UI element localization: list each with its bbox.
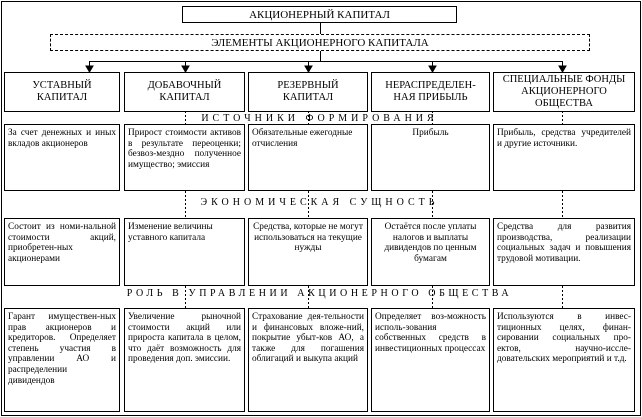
cell-sources-retained: Прибыль bbox=[371, 124, 490, 191]
column-head-special-funds bbox=[493, 72, 635, 112]
column-head-label: РЕЗЕРВНЫЙ КАПИТАЛ bbox=[277, 80, 339, 103]
cell-sources-additional: Прирост стоимости активов в результате переоценки; безвоз-мездно полученное имущество; эмиссия bbox=[124, 124, 245, 191]
cell-essence-charter: Состоит из номи-нальной стоимости акций, приобретен-ных акционерами bbox=[4, 218, 120, 286]
cell-essence-reserve: Средства, которые не могут использоваться на текущие нужды bbox=[248, 218, 368, 286]
column-head-retained bbox=[371, 72, 490, 112]
cell-sources-special-funds: Прибыль, средства учредителей и другие источники. bbox=[493, 124, 635, 191]
cell-role-reserve: Страхование дея-тельности и финансовых вложе-ний, покрытие убыт-ков АО, а также для погашения облигаций и выкупа акций bbox=[248, 308, 368, 412]
column-head-label: СПЕЦИАЛЬНЫЕ ФОНДЫ АКЦИОНЕРНОГО ОБЩЕСТВА bbox=[502, 74, 626, 109]
band-essence: ЭКОНОМИЧЕСКАЯ СУЩНОСТЬ bbox=[200, 197, 439, 208]
band-sources: ИСТОЧНИКИ ФОРМИРОВАНИЯ bbox=[201, 113, 438, 124]
elements-title-box bbox=[50, 34, 590, 51]
column-head-label: ДОБАВОЧНЫЙ КАПИТАЛ bbox=[147, 80, 222, 103]
elements-title: ЭЛЕМЕНТЫ АКЦИОНЕРНОГО КАПИТАЛА bbox=[211, 36, 429, 49]
cell-role-special-funds: Используются в инвес-тиционных целях, финан-сировании социальных про-ектов, научно-иссле-довательских мероприятий и т.д. bbox=[493, 308, 635, 412]
connector-elements bbox=[320, 51, 321, 61]
cell-role-additional: Увеличение рыночной стоимости акций или прироста капитала в целом, что даёт возможность для проведения доп. эмиссии. bbox=[124, 308, 245, 412]
cell-essence-additional: Изменение величины уставного капитала bbox=[124, 218, 245, 286]
top-title-box bbox=[182, 6, 457, 23]
column-head-reserve bbox=[248, 72, 368, 112]
column-head-additional bbox=[124, 72, 245, 112]
cell-essence-special-funds: Средства для развития производства, реализации социальных задач и повышения трудовой мотивации. bbox=[493, 218, 635, 286]
band-role: РОЛЬ В УПРАВЛЕНИИ АКЦИОНЕРНОГО ОБЩЕСТВА bbox=[126, 288, 513, 299]
column-head-label: НЕРАСПРЕДЕЛЕН-НАЯ ПРИБЫЛЬ bbox=[385, 80, 476, 103]
column-head-charter bbox=[4, 72, 120, 112]
cell-sources-charter: За счет денежных и иных вкладов акционеров bbox=[4, 124, 120, 191]
connector-top bbox=[320, 23, 321, 34]
column-head-label: УСТАВНЫЙ КАПИТАЛ bbox=[32, 80, 92, 103]
cell-essence-retained: Остаётся после уплаты налогов и выплаты дивидендов по ценным бумагам bbox=[371, 218, 490, 286]
cell-role-charter: Гарант имуществен-ных прав акционеров и кредиторов. Определяет степень участия в управлении АО и распределении дивидендов bbox=[4, 308, 120, 412]
top-title: АКЦИОНЕРНЫЙ КАПИТАЛ bbox=[249, 8, 390, 21]
cell-role-retained: Определяет воз-можность исполь-зования собственных средств в инвестиционных процессах bbox=[371, 308, 490, 412]
distribution-line bbox=[89, 61, 563, 62]
cell-sources-reserve: Обязательные ежегодные отчисления bbox=[248, 124, 368, 191]
